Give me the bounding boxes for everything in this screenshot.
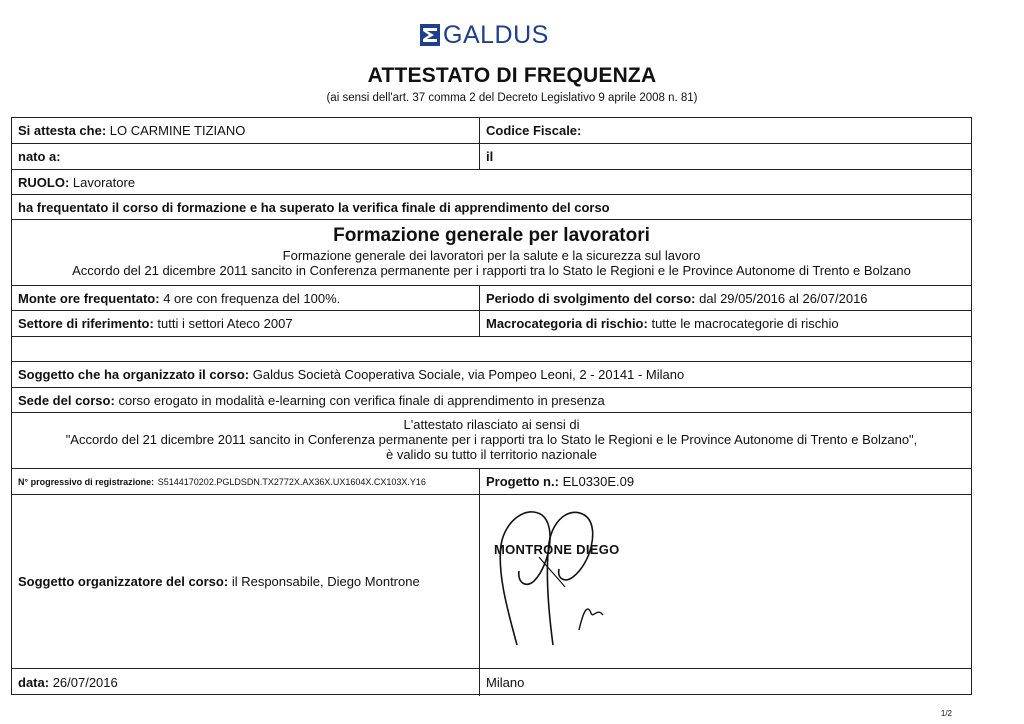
course-block [12,220,971,285]
row-ruolo [12,170,971,195]
row-rilascio [12,413,971,469]
macro-label: Macrocategoria di rischio: [486,316,648,331]
progetto-cell [480,469,971,494]
sede-value: corso erogato in modalità e-learning con verifica finale di apprendimento in presenza [118,392,605,408]
organizzatore-cell [12,495,480,668]
progetto-label: Progetto n.: [486,474,559,489]
sede-cell [12,388,971,412]
luogo-cell [480,669,971,696]
course-title: Formazione generale per lavoratori [333,225,650,246]
ruolo-cell [12,170,971,194]
row-settore [12,311,971,337]
logo-text: GALDUS [443,20,549,49]
rilascio-block [12,413,971,468]
codice-cell [480,118,971,143]
rilascio-line-3: è valido su tutto il territorio nazionale [385,447,597,462]
row-attesta [12,118,971,144]
handwritten-signature [487,495,657,655]
attesta-label: Si attesta che: [18,123,107,138]
data-value: 26/07/2016 [52,675,118,690]
periodo-label: Periodo di svolgimento del corso: [486,290,696,306]
rilascio-line-2: "Accordo del 21 dicembre 2011 sancito in Conferenza permanente per i rapporti tra lo Stato le Regioni e le Province Autonome di Trento e Bolzano", [65,432,918,447]
organizzatore-label: Soggetto organizzatore del corso: [18,574,229,589]
page-number: 1/2 [940,709,952,718]
row-course [12,220,971,286]
periodo-cell [480,286,971,310]
certificate-form [11,117,972,695]
il-cell [480,144,971,169]
progetto-value: EL0330E.09 [562,474,635,489]
soggetto-value: Galdus Società Cooperativa Sociale, via Pompeo Leoni, 2 - 20141 - Milano [252,367,685,382]
row-empty [12,337,971,362]
settore-label: Settore di riferimento: [18,316,154,331]
galdus-logo [420,20,549,50]
soggetto-label: Soggetto che ha organizzato il corso: [18,367,250,382]
macro-value: tutte le macrocategorie di rischio [651,316,839,331]
row-organizzatore [12,495,971,669]
row-data [12,669,971,696]
galdus-mark-icon [420,24,440,46]
soggetto-cell [12,362,971,387]
row-soggetto [12,362,971,388]
rilascio-line-1: L'attestato rilasciato ai sensi di [403,417,580,432]
il-label: il [486,149,494,164]
row-frequentato [12,195,971,220]
attesta-cell [12,118,480,143]
organizzatore-value: il Responsabile, Diego Montrone [231,574,420,589]
progressivo-value: S5144170202.PGLDSDN.TX2772X.AX36X.UX1604X.CX103X.Y16 [157,476,426,487]
settore-value: tutti i settori Ateco 2007 [157,316,293,331]
monte-value: 4 ore con frequenza del 100%. [163,290,341,306]
row-progressivo [12,469,971,495]
course-subtitle: Formazione generale dei lavoratori per la salute e la sicurezza sul lavoro [282,248,701,263]
progressivo-cell [12,469,480,494]
monte-cell [12,286,480,310]
frequentato-cell [12,195,971,219]
course-agreement: Accordo del 21 dicembre 2011 sancito in Conferenza permanente per i rapporti tra lo Stato le Regioni e le Province Autonome di Trento e Bolzano [72,263,911,278]
progressivo-label: N° progressivo di registrazione: [18,476,155,487]
document-subtitle: (ai sensi dell'art. 37 comma 2 del Decreto Legislativo 9 aprile 2008 n. 81) [326,92,698,104]
nato-cell [12,144,480,169]
ruolo-value: Lavoratore [72,174,136,190]
nato-label: nato a: [18,149,61,164]
frequentato-text: ha frequentato il corso di formazione e ha superato la verifica finale di apprendimento del corso [18,199,610,215]
data-cell [12,669,480,696]
signature-stamp: MONTRONE DIEGO [494,542,620,557]
macro-cell [480,311,971,336]
sede-label: Sede del corso: [18,392,115,408]
ruolo-label: RUOLO: [18,174,70,190]
luogo-value: Milano [486,675,525,690]
row-monte [12,286,971,311]
settore-cell [12,311,480,336]
periodo-value: dal 29/05/2016 al 26/07/2016 [699,290,868,306]
row-nato [12,144,971,170]
attesta-value: LO CARMINE TIZIANO [109,123,246,138]
document-title: ATTESTATO DI FREQUENZA [367,64,657,87]
codice-label: Codice Fiscale: [486,123,582,138]
monte-label: Monte ore frequentato: [18,290,160,306]
data-label: data: [18,675,50,690]
row-sede [12,388,971,413]
